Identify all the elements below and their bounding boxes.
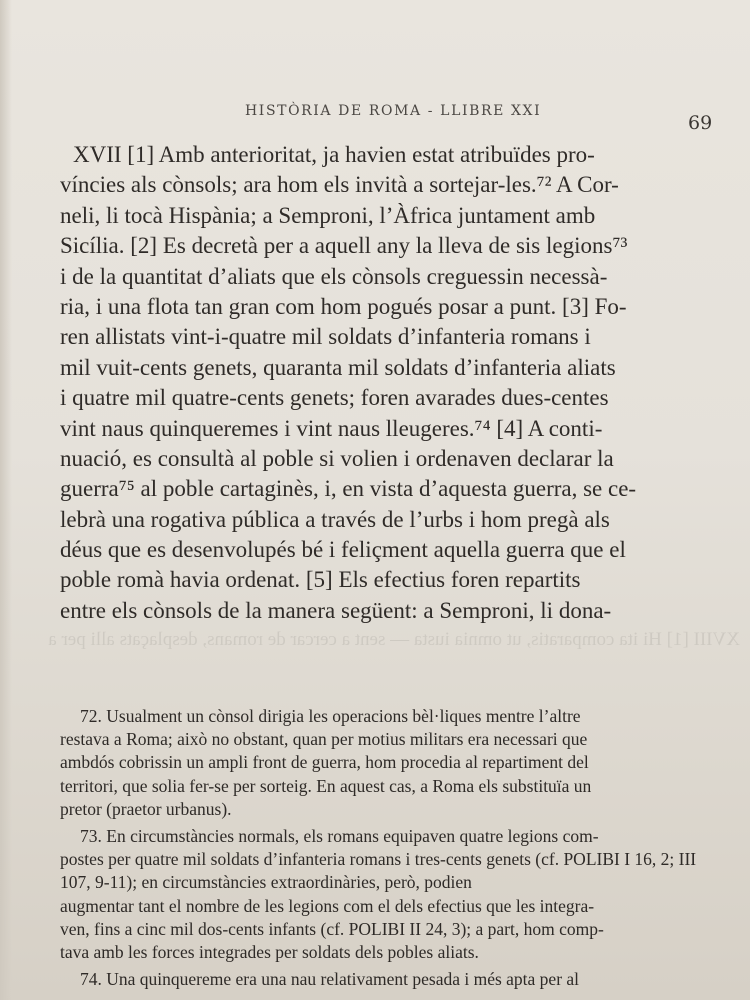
page-number: 69 (688, 112, 713, 134)
body-line: ria, i una flota tan gran com hom pogués posar a punt. [3] Fo- (60, 293, 627, 319)
footnote-74 (60, 968, 728, 991)
page-edge-shadow (0, 0, 12, 1000)
body-line: i de la quantitat d’aliats que els cònsols creguessin necessà- (60, 263, 608, 289)
footnote-line: 73. En circumstàncies normals, els romans equipaven quatre legions com- (80, 825, 599, 846)
footnote-line: tava amb les forces integrades per soldats dels pobles aliats. (60, 941, 479, 962)
footnote-line: ven, fins a cinc mil dos-cents infants (cf. POLIBI II 24, 3); a part, hom comp- (60, 918, 604, 939)
body-line: déus que es desenvolupés bé i feliçment aquella guerra que el (60, 537, 626, 563)
footnote-line: augmentar tant el nombre de les legions com el dels efectius que les integra- (60, 895, 595, 916)
body-line: XVII [1] Amb anterioritat, ja havien estat atribuïdes pro- (73, 142, 595, 167)
main-body-text (60, 140, 728, 626)
bleed-through-text: XVIII [1] Hi ita comparatis, ut omnia iusta — sent a cercar de romans, desplaçats alli per a (48, 629, 740, 650)
footnote-line: 74. Una quinquereme era una nau relativament pesada i més apta per al (80, 969, 580, 990)
footnote-73 (60, 825, 728, 964)
body-line: poble romà havia ordenat. [5] Els efectius foren repartits (60, 567, 581, 593)
body-line: nuació, es consultà al poble si volien i ordenaven declarar la (60, 445, 614, 471)
body-line: vint naus quinqueremes i vint naus lleugeres.⁷⁴ [4] A conti- (60, 415, 603, 441)
footnote-line: pretor (praetor urbanus). (60, 798, 232, 819)
body-line: neli, li tocà Hispània; a Semproni, l’Àfrica juntament amb (60, 202, 596, 228)
footnote-72 (60, 705, 728, 821)
body-line: guerra⁷⁵ al poble cartaginès, i, en vista d’aquesta guerra, se ce- (60, 476, 637, 502)
body-line: mil vuit-cents genets, quaranta mil soldats d’infanteria aliats (60, 354, 616, 380)
footnote-line: territori, que solia fer-se per sorteig. En aquest cas, a Roma els substituïa un (60, 775, 592, 796)
body-line: i quatre mil quatre-cents genets; foren avarades dues-centes (60, 385, 609, 411)
body-line: víncies als cònsols; ara hom els invità a sortejar-les.⁷² A Cor- (60, 172, 619, 198)
body-line: ren allistats vint-i-quatre mil soldats d’infanteria romans i (60, 324, 591, 350)
footnote-line: restava a Roma; això no obstant, quan per motius militars era necessari que (60, 729, 588, 750)
body-line: entre els cònsols de la manera següent: a Semproni, li dona- (60, 597, 612, 623)
footnote-line: 72. Usualment un cònsol dirigia les operacions bèl·liques mentre l’altre (80, 706, 581, 726)
body-line: lebrà una rogativa pública a través de l’urbs i hom pregà als (60, 506, 610, 532)
footnote-line: postes per quatre mil soldats d’infanteria romans i tres-cents genets (cf. POLIBI I 16, 2; III 107, 9-11); en circumstàncies extraordinàries, però, podien (60, 849, 697, 893)
footnote-line: ambdós cobrissin un ampli front de guerra, hom procedia al repartiment del (60, 752, 589, 773)
body-line: Sicília. [2] Es decretà per a aquell any la lleva de sis legions⁷³ (60, 233, 628, 259)
running-title: HISTÒRIA DE ROMA - LLIBRE XXI (245, 103, 542, 119)
footnotes (60, 705, 728, 991)
